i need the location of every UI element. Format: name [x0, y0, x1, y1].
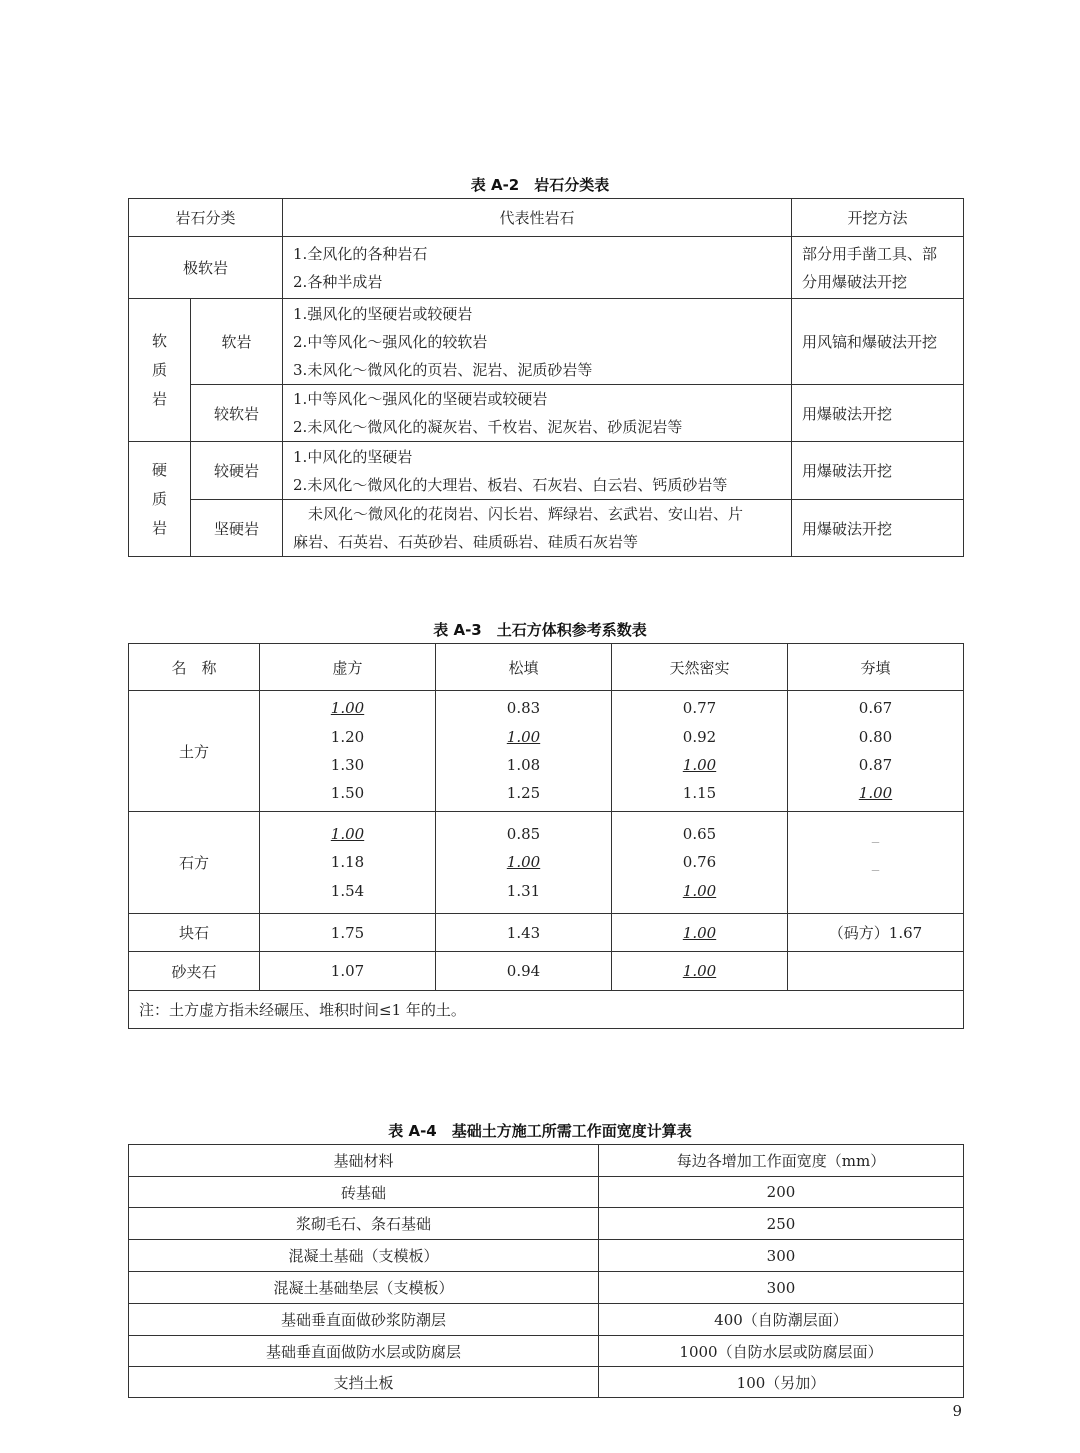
table-row	[129, 1177, 964, 1208]
value-cell: 1.75	[260, 914, 436, 952]
table-row	[129, 1240, 964, 1272]
value-cell: 0.85 1.00 1.31	[436, 812, 612, 914]
table-a2-header-row	[129, 199, 964, 237]
table-row	[129, 952, 964, 991]
table-row	[129, 237, 964, 299]
material-name: 基础垂直面做防水层或防腐层	[129, 1336, 599, 1367]
header-rock-class: 岩石分类	[129, 199, 283, 237]
material-name: 砂夹石	[129, 952, 260, 991]
table-a2-caption: 表 A-2 岩石分类表	[470, 176, 610, 194]
rock-list: 未风化～微风化的花岗岩、闪长岩、辉绿岩、玄武岩、安山岩、片 麻岩、石英岩、石英砂岩、硅质砾岩、硅质石灰岩等	[283, 500, 792, 557]
table-a4	[128, 1144, 964, 1398]
header-excavation-method: 开挖方法	[792, 199, 964, 237]
value-cell: （码方）1.67	[788, 914, 964, 952]
value-cell	[788, 952, 964, 991]
group-label-soft: 软 质 岩	[129, 299, 191, 442]
table-row	[129, 1367, 964, 1398]
material-name: 混凝土基础（支模板）	[129, 1240, 599, 1272]
table-row	[129, 691, 964, 812]
header-compacted: 夯填	[788, 644, 964, 691]
method-cell: 用风镐和爆破法开挖	[792, 299, 964, 385]
value-cell: 1.07	[260, 952, 436, 991]
table-row	[129, 1272, 964, 1304]
header-natural-dense: 天然密实	[612, 644, 788, 691]
table-row	[129, 812, 964, 914]
value-cell: 1.43	[436, 914, 612, 952]
table-note: 注：土方虚方指未经碾压、堆积时间≤1 年的土。	[129, 991, 964, 1029]
rock-class-name: 极软岩	[129, 237, 283, 299]
value-cell: 1.00 1.20 1.30 1.50	[260, 691, 436, 812]
value-cell: _ _	[788, 812, 964, 914]
rock-class-name: 软岩	[191, 299, 283, 385]
value-cell: 0.94	[436, 952, 612, 991]
table-a4-caption: 表 A-4 基础土方施工所需工作面宽度计算表	[388, 1122, 692, 1140]
table-a3-caption: 表 A-3 土石方体积参考系数表	[433, 621, 647, 639]
table-a2	[128, 198, 964, 557]
rock-list: 1.中风化的坚硬岩 2.未风化～微风化的大理岩、板岩、石灰岩、白云岩、钙质砂岩等	[283, 442, 792, 500]
table-row	[129, 442, 964, 500]
header-work-width: 每边各增加工作面宽度（mm）	[599, 1145, 964, 1177]
method-cell: 用爆破法开挖	[792, 385, 964, 442]
header-loose: 虚方	[260, 644, 436, 691]
table-row	[129, 1336, 964, 1367]
page-number: 9	[952, 1402, 962, 1420]
width-value: 1000（自防水层或防腐层面）	[599, 1336, 964, 1367]
table-a3	[128, 643, 964, 1029]
table-row	[129, 1208, 964, 1240]
rock-list: 1.全风化的各种岩石 2.各种半成岩	[283, 237, 792, 299]
value-cell: 0.67 0.80 0.87 1.00	[788, 691, 964, 812]
rock-list: 1.中等风化～强风化的坚硬岩或较硬岩 2.未风化～微风化的凝灰岩、千枚岩、泥灰岩、砂质泥岩等	[283, 385, 792, 442]
header-loose-fill: 松填	[436, 644, 612, 691]
rock-list: 1.强风化的坚硬岩或较硬岩 2.中等风化～强风化的较软岩 3.未风化～微风化的页岩、泥岩、泥质砂岩等	[283, 299, 792, 385]
method-cell: 部分用手凿工具、部 分用爆破法开挖	[792, 237, 964, 299]
width-value: 400（自防潮层面）	[599, 1304, 964, 1336]
width-value: 100（另加）	[599, 1367, 964, 1398]
material-name: 土方	[129, 691, 260, 812]
material-name: 砖基础	[129, 1177, 599, 1208]
table-note-row	[129, 991, 964, 1029]
table-row	[129, 500, 964, 557]
table-row	[129, 299, 964, 385]
table-row	[129, 914, 964, 952]
width-value: 200	[599, 1177, 964, 1208]
material-name: 基础垂直面做砂浆防潮层	[129, 1304, 599, 1336]
group-label-hard: 硬 质 岩	[129, 442, 191, 557]
material-name: 浆砌毛石、条石基础	[129, 1208, 599, 1240]
value-cell: 0.65 0.76 1.00	[612, 812, 788, 914]
header-name: 名 称	[129, 644, 260, 691]
method-cell: 用爆破法开挖	[792, 500, 964, 557]
width-value: 300	[599, 1272, 964, 1304]
table-row	[129, 1304, 964, 1336]
value-cell: 1.00 1.18 1.54	[260, 812, 436, 914]
width-value: 250	[599, 1208, 964, 1240]
value-cell: 1.00	[612, 952, 788, 991]
value-cell: 1.00	[612, 914, 788, 952]
material-name: 支挡土板	[129, 1367, 599, 1398]
table-row	[129, 385, 964, 442]
width-value: 300	[599, 1240, 964, 1272]
method-cell: 用爆破法开挖	[792, 442, 964, 500]
rock-class-name: 较硬岩	[191, 442, 283, 500]
rock-class-name: 较软岩	[191, 385, 283, 442]
value-cell: 0.83 1.00 1.08 1.25	[436, 691, 612, 812]
rock-class-name: 坚硬岩	[191, 500, 283, 557]
table-a4-header-row	[129, 1145, 964, 1177]
header-representative-rock: 代表性岩石	[283, 199, 792, 237]
value-cell: 0.77 0.92 1.00 1.15	[612, 691, 788, 812]
table-a3-header-row	[129, 644, 964, 691]
header-foundation-material: 基础材料	[129, 1145, 599, 1177]
material-name: 石方	[129, 812, 260, 914]
material-name: 块石	[129, 914, 260, 952]
material-name: 混凝土基础垫层（支模板）	[129, 1272, 599, 1304]
